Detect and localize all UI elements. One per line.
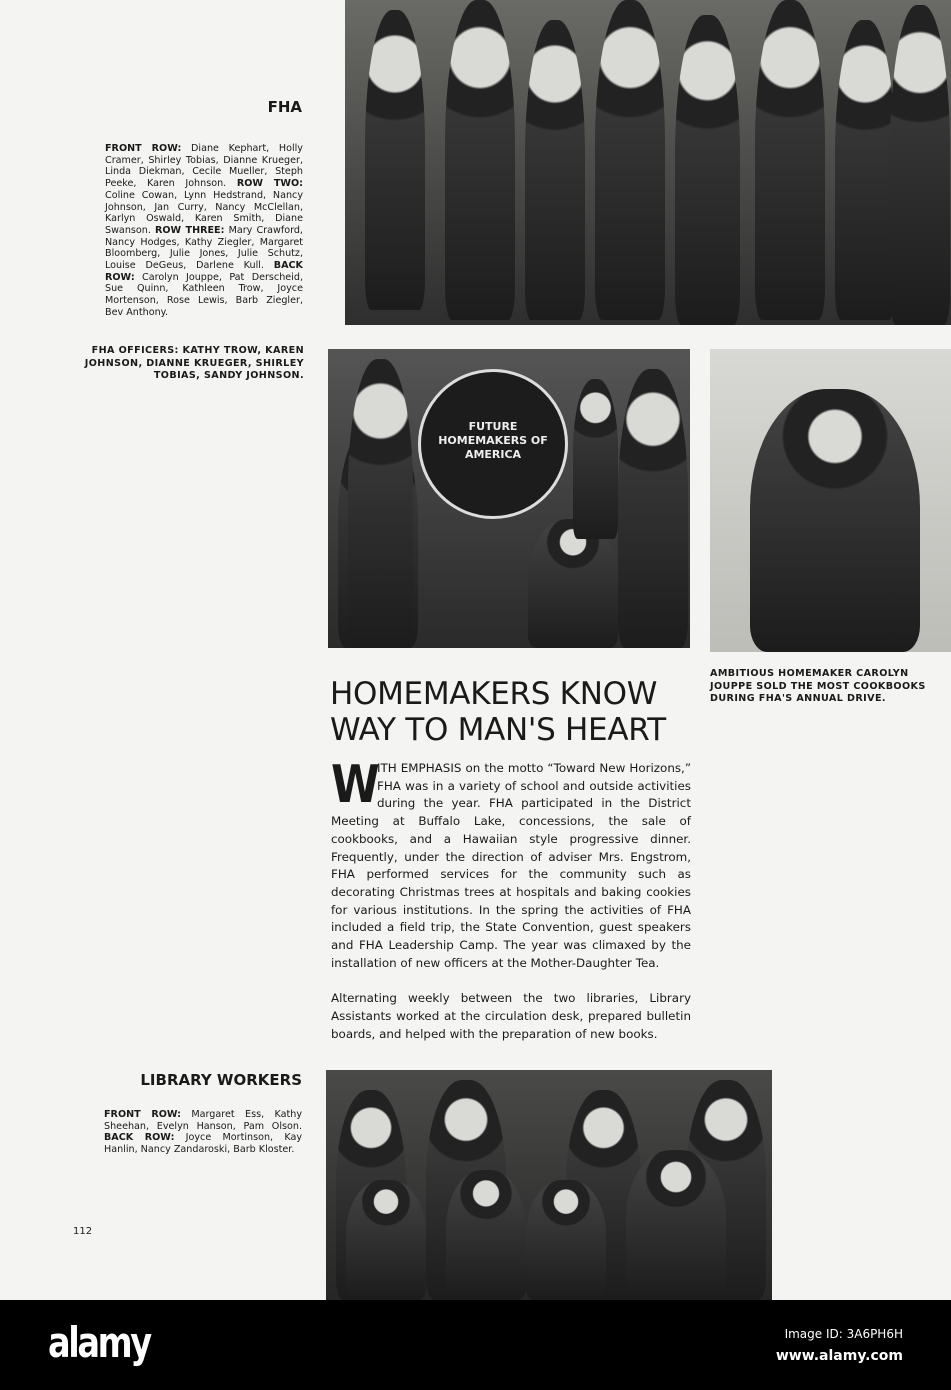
caption-label: ROW TWO: <box>236 178 303 190</box>
caption-label: FRONT ROW: <box>105 143 182 154</box>
alamy-url: www.alamy.com <box>775 1348 903 1364</box>
fha-caption <box>105 143 303 319</box>
fha-officers-caption: FHA OFFICERS: KATHY TROW, KAREN JOHNSON, DIANNE KRUEGER, SHIRLEY TOBIAS, SANDY JOHNSON. <box>84 345 304 381</box>
paragraph-text: ITH EMPHASIS on the motto “Toward New Horizons,” FHA was in a variety of school and outside activities during the year. FHA participated in the District Meeting at Buffalo Lake, concessions, the sale of cookbooks, and a Hawaiian style progressive dinner. Frequently, under the direction of adviser Mrs. Engstrom, FHA performed services for the community such as decorating Christmas trees at hospitals and baking cookies for various institutions. In the spring the activities of FHA included a field trip, the State Convention, guest speakers and FHA Leadership Camp. The year was climaxed by the installation of new officers at the Mother-Daughter Tea. <box>331 761 691 970</box>
fha-group-photo <box>345 0 951 325</box>
alamy-logo: alamy <box>48 1318 150 1367</box>
headline-line-1: HOMEMAKERS KNOW <box>330 676 658 712</box>
emblem-text: FUTURE HOMEMAKERS OF AMERICA <box>438 420 548 461</box>
caption-label: FRONT ROW: <box>104 1109 181 1120</box>
caption-label: ROW THREE: <box>155 224 225 236</box>
fha-officers-photo <box>328 349 690 648</box>
caption-names: Margaret Ess, Kathy Sheehan, Evelyn Hanson, Pam Olson. <box>104 1109 303 1132</box>
caption-names: Carolyn Jouppe, Pat Derscheid, Sue Quinn, Kathleen Trow, Joyce Mortenson, Rose Lewis, Barb Ziegler, Bev Anthony. <box>105 271 303 318</box>
page-number: 112 <box>73 1226 93 1237</box>
article-headline <box>330 676 710 748</box>
fha-emblem <box>418 369 568 519</box>
image-id: Image ID: 3A6PH6H <box>784 1327 903 1341</box>
caption-names: Mary Crawford, Nancy Hodges, Kathy Ziegler, Margaret Bloomberg, Julie Jones, Julie Schutz, Louise DeGeus, Darlene Kull. <box>105 224 303 272</box>
carolyn-jouppe-portrait <box>710 349 951 652</box>
library-heading: LIBRARY WORKERS <box>140 1071 302 1089</box>
headline-line-2: WAY TO MAN'S HEART <box>330 712 666 748</box>
portrait-caption: AMBITIOUS HOMEMAKER CAROLYN JOUPPE SOLD THE MOST COOKBOOKS DURING FHA'S ANNUAL DRIVE. <box>710 668 926 704</box>
library-caption <box>104 1109 302 1156</box>
caption-names: Diane Kephart, Holly Cramer, Shirley Tobias, Dianne Krueger, Linda Diekman, Cecile Mueller, Steph Peeke, Karen Johnson. <box>105 143 303 190</box>
caption-label: BACK ROW: <box>104 1132 175 1144</box>
article-body <box>331 755 691 1044</box>
fha-heading: FHA <box>267 98 302 116</box>
library-workers-photo <box>326 1070 772 1300</box>
caption-names: Coline Cowan, Lynn Hedstrand, Nancy Johnson, Jan Curry, Nancy McClellan, Karlyn Oswald, Karen Smith, Diane Swanson. <box>105 189 303 236</box>
caption-label: BACK ROW: <box>105 260 303 283</box>
article-paragraph-1 <box>331 755 691 972</box>
watermark-bar <box>0 1300 951 1390</box>
caption-names: Joyce Mortinson, Kay Hanlin, Nancy Zandaroski, Barb Kloster. <box>104 1132 302 1156</box>
drop-cap: W <box>331 755 380 815</box>
article-paragraph-2: Alternating weekly between the two libraries, Library Assistants worked at the circulation desk, prepared bulletin boards, and helped with the preparation of new books. <box>331 991 691 1041</box>
